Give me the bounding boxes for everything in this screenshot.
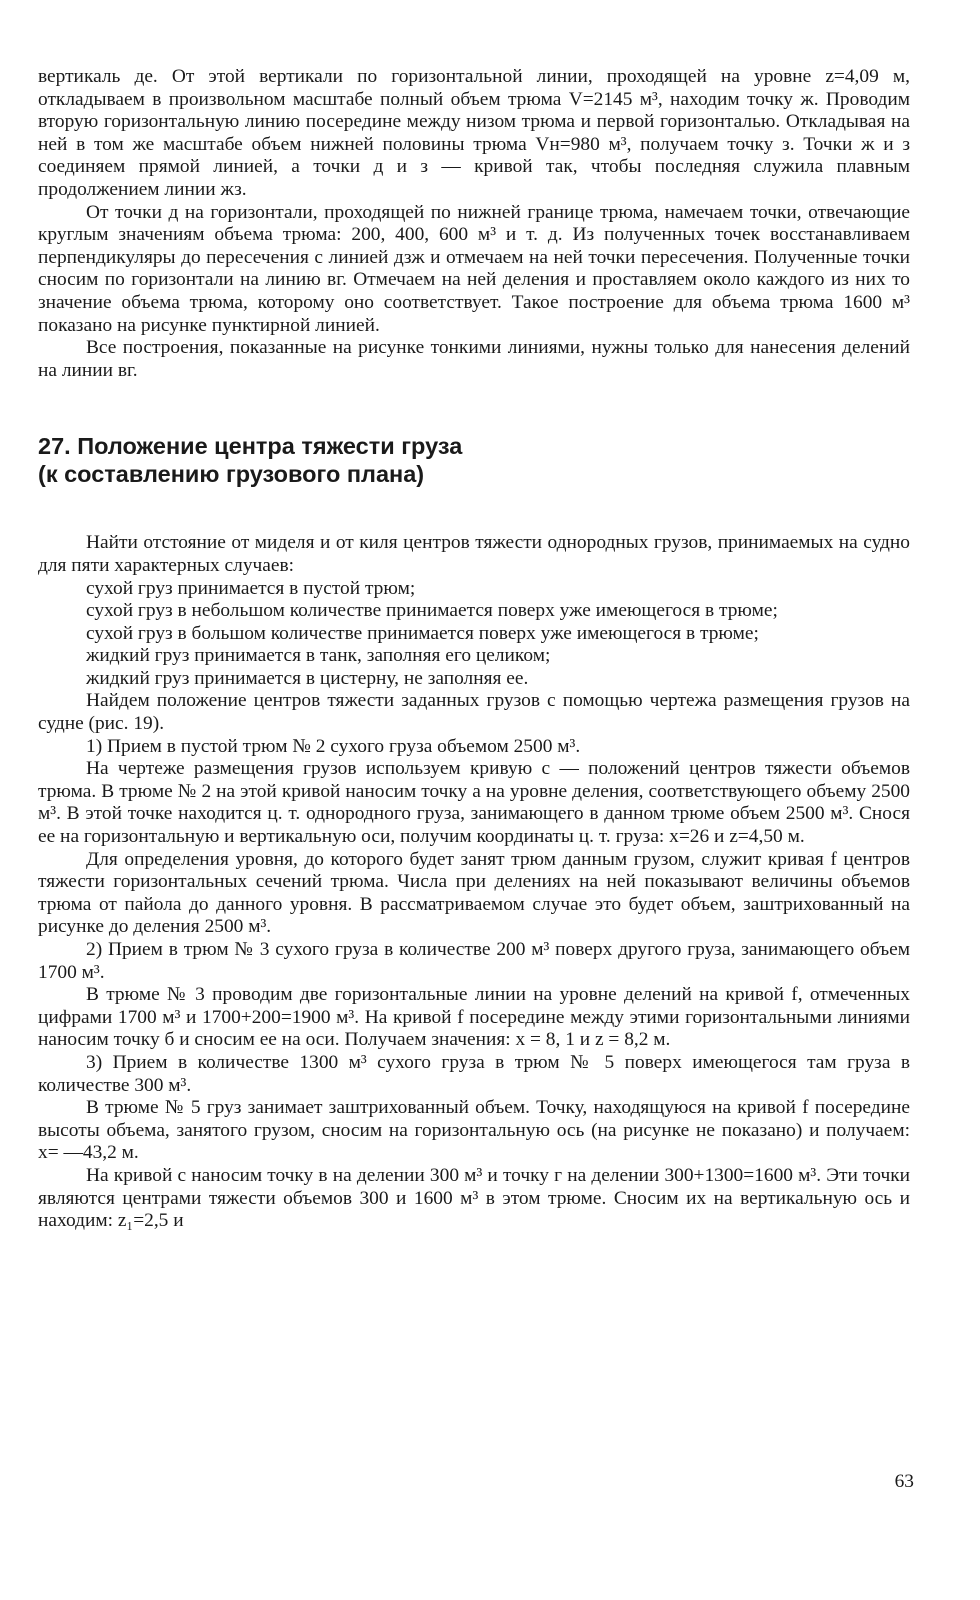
case-item: сухой груз в большом количестве принимается поверх уже имеющегося в трюме; [86, 622, 759, 644]
paragraph-case-3-title: 3) Прием в количестве 1300 м³ сухого груза в трюм № 5 поверх имеющегося там груза в количестве 300 м³. [38, 1051, 910, 1096]
section-heading [38, 432, 910, 488]
document-page [38, 66, 910, 1233]
paragraph-method: Найдем положение центров тяжести заданных грузов с помощью чертежа размещения грузов на судне (рис. 19). [38, 690, 910, 735]
paragraph-level-curve: Для определения уровня, до которого будет занят трюм данным грузом, служит кривая f центров тяжести горизонтальных сечений трюма. Числа при делениях на ней показывают величины объемов трюма от пайола до данного уровня. В рассматриваемом случае это будет объем, заштрихованный на рисунке до деления 2500 м³. [38, 848, 910, 938]
paragraph-case-2-title: 2) Прием в трюм № 3 сухого груза в количестве 200 м³ поверх другого груза, занимающего объем 1700 м³. [38, 939, 910, 983]
paragraph-task-intro: Найти отстояние от миделя и от киля центров тяжести однородных грузов, принимаемых на судно для пяти характерных случаев: [38, 532, 910, 576]
case-item: жидкий груз принимается в цистерну, не заполняя ее. [86, 667, 529, 689]
paragraph-case-1-title: 1) Прием в пустой трюм № 2 сухого груза объемом 2500 м³. [86, 735, 581, 757]
paragraph-vertical-construction: вертикаль де. От этой вертикали по горизонтальной линии, проходящей на уровне z=4,09 м, откладываем в произвольном масштабе полный объем трюма V=2145 м³, находим точку ж. Проводим вторую горизонтальную линию посередине между низом трюма и первой горизонталью. Откладывая на ней в том же масштабе объем нижней половины трюма Vн=980 м³, получаем точку з. Точки ж и з соединяем прямой линией, а точки д и з — кривой так, чтобы последняя служила плавным продолжением линии жз. [38, 66, 910, 200]
paragraph-case-1-solution: На чертеже размещения грузов используем кривую c — положений центров тяжести объемов трюма. В трюме № 2 на этой кривой наносим точку a на уровне деления, соответствующего объему 2500 м³. В этой точке находится ц. т. однородного груза, занимающего в данном трюме объем 2500 м³. Снося ее на горизонтальную и вертикальную оси, получим координаты ц. т. груза: x=26 и z=4,50 м. [38, 758, 910, 848]
paragraph-thin-lines-note: Все построения, показанные на рисунке тонкими линиями, нужны только для нанесения делений на линии вг. [38, 337, 910, 381]
paragraph-volume-marks: От точки д на горизонтали, проходящей по нижней границе трюма, намечаем точки, отвечающие круглым значениям объема трюма: 200, 400, 600 м³ и т. д. Из полученных точек восстанавливаем перпендикуляры до пересечения с линией дзж и отмечаем на ней точки пересечения. Полученные точки сносим по горизонтали на линию вг. Отмечаем на ней деления и проставляем около каждого из них то значение объема трюма, которому оно соответствует. Такое построение для объема трюма 1600 м³ показано на рисунке пунктирной линией. [38, 201, 910, 336]
page-number: 63 [894, 1471, 914, 1492]
paragraph-case-3-solution: В трюме № 5 груз занимает заштрихованный объем. Точку, находящуюся на кривой f посередине высоты объема, занятого грузом, сносим на горизонтальную ось (на рисунке не показано) и получаем: x= —43,2 м. [38, 1097, 910, 1164]
paragraph-case-3-points: На кривой c наносим точку в на делении 300 м³ и точку г на делении 300+1300=1600 м³. Эти точки являются центрами тяжести объемов 300 и 1600 м³ в этом трюме. Сносим их на вертикальную ось и находим: z₁=2,5 и [38, 1164, 910, 1232]
paragraph-case-2-solution: В трюме № 3 проводим две горизонтальные линии на уровне делений на кривой f, отмеченных цифрами 1700 м³ и 1700+200=1900 м³. На кривой f посередине между этими горизонтальными линиями наносим точку б и сносим ее на оси. Получаем значения: x = 8, 1 и z = 8,2 м. [38, 984, 910, 1051]
case-item: сухой груз в небольшом количестве принимается поверх уже имеющегося в трюме; [86, 600, 778, 622]
case-item: сухой груз принимается в пустой трюм; [86, 577, 416, 599]
section-title: 27. Положение центра тяжести груза [38, 433, 463, 460]
section-subtitle: (к составлению грузового плана) [38, 461, 425, 488]
case-item: жидкий груз принимается в танк, заполняя его целиком; [86, 645, 551, 667]
